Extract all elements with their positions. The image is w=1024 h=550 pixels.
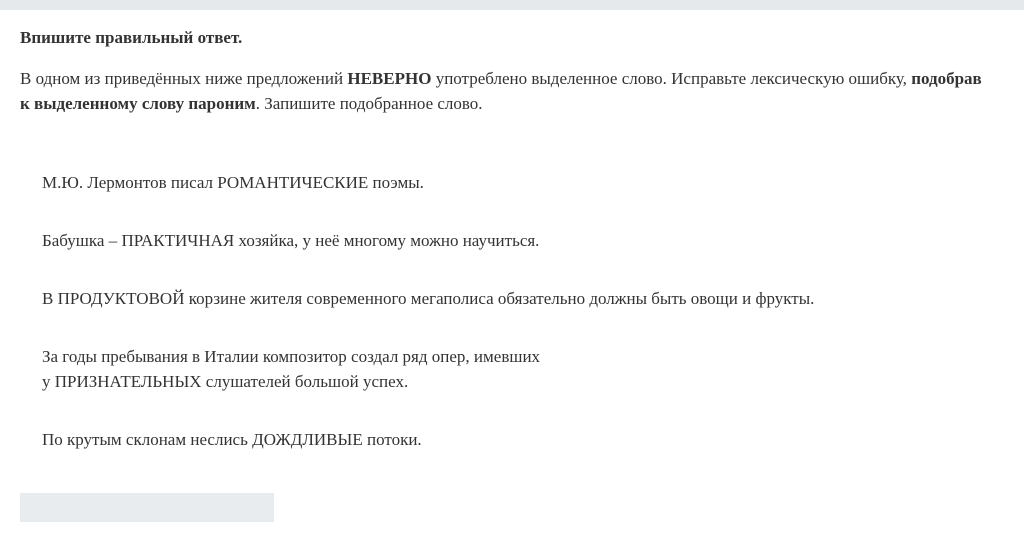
sentence-2 (42, 228, 539, 253)
sentence-4-line-2: у ПРИЗНАТЕЛЬНЫХ слушателей большой успех. (42, 372, 409, 391)
sentence-2-line-1: Бабушка – ПРАКТИЧНАЯ хозяйка, у неё многому можно научиться. (42, 231, 540, 250)
task-text-part2: употреблено выделенное слово. Исправьте лексическую ошибку, (431, 69, 912, 88)
task-emphasis-paronym: к выделенному слову пароним (20, 94, 256, 113)
task-emphasis-incorrect: НЕВЕРНО (347, 69, 432, 88)
answer-input[interactable] (20, 493, 274, 522)
instruction-heading: Впишите правильный ответ. (20, 28, 243, 47)
sentence-5 (42, 427, 422, 452)
sentence-1-line-1: М.Ю. Лермонтов писал РОМАНТИЧЕСКИЕ поэмы. (42, 173, 424, 192)
sentence-4-line-1: За годы пребывания в Италии композитор создал ряд опер, имевших (42, 347, 541, 366)
task-text-part3: . Запишите подобранное слово. (255, 94, 483, 113)
task-emphasis-select: подобрав (911, 69, 982, 88)
sentence-5-line-1: По крутым склонам неслись ДОЖДЛИВЫЕ потоки. (42, 430, 422, 449)
sentence-4 (42, 344, 540, 394)
task-text-part1: В одном из приведённых ниже предложений (20, 69, 348, 88)
task-description (20, 66, 1002, 116)
sentence-3-line-1: В ПРОДУКТОВОЙ корзине жителя современного мегаполиса обязательно должны быть овощи и фрукты. (42, 289, 815, 308)
top-strip (0, 0, 1024, 10)
sentence-1 (42, 170, 424, 195)
sentence-3 (42, 286, 814, 311)
